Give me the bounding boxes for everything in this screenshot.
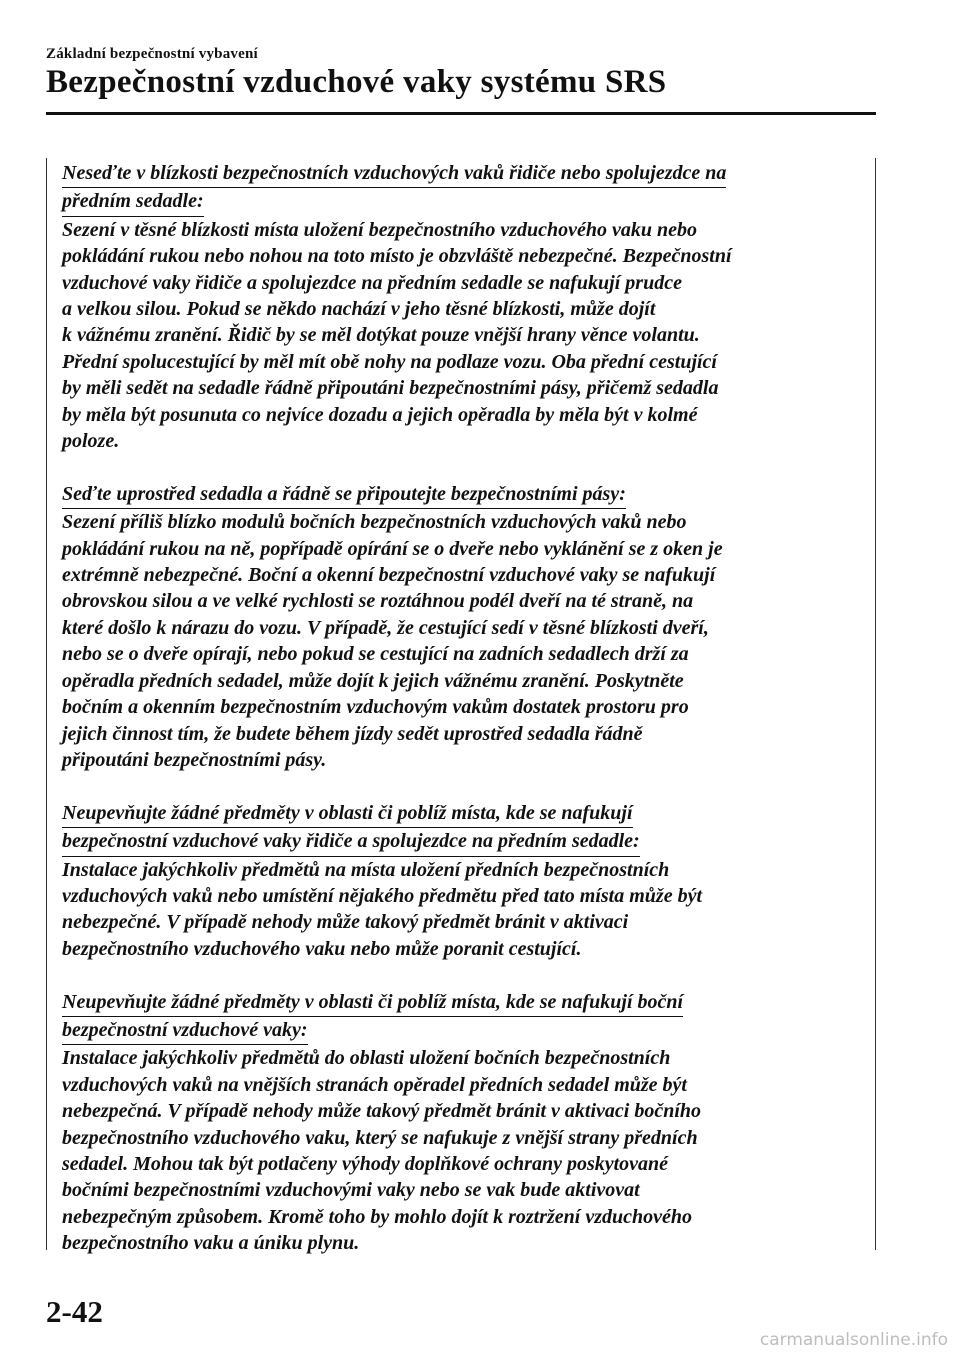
heading-line: Neupevňujte žádné předměty v oblasti či poblíž místa, kde se nafukují boční <box>62 989 683 1017</box>
heading-line: bezpečnostní vzduchové vaky: <box>62 1017 308 1045</box>
body-line: extrémně nebezpečné. Boční a okenní bezpečnostní vzduchové vaky se nafukují <box>62 564 716 587</box>
body-line: pokládání rukou nebo nohou na toto místo je obzvláště nebezpečné. Bezpečnostní <box>62 245 732 268</box>
body-line: sedadel. Mohou tak být potlačeny výhody doplňkové ochrany poskytované <box>62 1152 669 1175</box>
watermark-text: carmanualsonline.info <box>759 1330 948 1350</box>
body-line: k vážnému zranění. Řidič by se měl dotýkat pouze vnější hrany věnce volantu. <box>62 324 700 347</box>
warning-body <box>62 1045 862 1256</box>
body-line: pokládání rukou na ně, popřípadě opírání se o dveře nebo vyklánění se z oken je <box>62 537 723 560</box>
warning-body <box>62 217 862 455</box>
body-line: nebo se o dveře opírají, nebo pokud se cestující na zadních sedadlech drží za <box>62 643 689 666</box>
warning-body <box>62 509 862 773</box>
warning-heading <box>62 800 862 857</box>
body-line: nebezpečným způsobem. Kromě toho by mohlo dojít k roztržení vzduchového <box>62 1205 693 1228</box>
page-number: 2-42 <box>46 1294 103 1329</box>
warning-block <box>62 800 862 962</box>
body-line: Sezení příliš blízko modulů bočních bezpečnostních vzduchových vaků nebo <box>62 511 687 534</box>
heading-line: Seďte uprostřed sedadla a řádně se připoutejte bezpečnostními pásy: <box>62 481 626 509</box>
warning-content <box>62 160 862 1257</box>
warning-left-rule <box>46 158 47 1250</box>
warning-block <box>62 481 862 773</box>
body-line: by měli sedět na sedadle řádně připoutáni bezpečnostními pásy, přičemž sedadla <box>62 377 719 400</box>
heading-line: bezpečnostní vzduchové vaky řidiče a spolujezdce na předním sedadle: <box>62 828 640 856</box>
section-label: Základní bezpečnostní vybavení <box>46 46 258 62</box>
body-line: bezpečnostního vaku a úniku plynu. <box>62 1232 360 1255</box>
body-line: by měla být posunuta co nejvíce dozadu a jejich opěradla by měla být v kolmé <box>62 403 698 426</box>
warning-body <box>62 857 862 963</box>
warning-heading <box>62 481 862 509</box>
heading-line: předním sedadle: <box>62 188 204 216</box>
body-line: Přední spolucestující by měl mít obě nohy na podlaze vozu. Oba přední cestující <box>62 350 717 373</box>
body-line: Instalace jakýchkoliv předmětů do oblasti uložení bočních bezpečnostních <box>62 1047 671 1070</box>
body-line: poloze. <box>62 430 120 453</box>
body-line: Instalace jakýchkoliv předmětů na místa uložení předních bezpečnostních <box>62 858 670 881</box>
warning-heading <box>62 989 862 1046</box>
warning-block <box>62 160 862 454</box>
body-line: nebezpečná. V případě nehody může takový předmět bránit v aktivaci bočního <box>62 1100 702 1123</box>
warning-block <box>62 989 862 1257</box>
warning-heading <box>62 160 862 217</box>
title-rule <box>46 112 876 115</box>
heading-line: Neupevňujte žádné předměty v oblasti či poblíž místa, kde se nafukují <box>62 800 633 828</box>
page-title: Bezpečnostní vzduchové vaky systému SRS <box>46 64 667 100</box>
body-line: které došlo k nárazu do vozu. V případě, že cestující sedí v těsné blízkosti dveří, <box>62 616 709 639</box>
body-line: vzduchových vaků nebo umístění nějakého předmětu před tato místa může být <box>62 884 702 907</box>
body-line: bočními bezpečnostními vzduchovými vaky nebo se vak bude aktivovat <box>62 1179 640 1202</box>
heading-line: Neseďte v blízkosti bezpečnostních vzduchových vaků řidiče nebo spolujezdce na <box>62 160 726 188</box>
body-line: vzduchové vaky řidiče a spolujezdce na předním sedadle se nafukují prudce <box>62 271 682 294</box>
body-line: a velkou silou. Pokud se někdo nachází v jeho těsné blízkosti, může dojít <box>62 298 656 321</box>
body-line: nebezpečné. V případě nehody může takový předmět bránit v aktivaci <box>62 911 629 934</box>
warning-right-rule <box>875 158 876 1250</box>
body-line: obrovskou silou a ve velké rychlosti se roztáhnou podél dveří na té straně, na <box>62 590 694 613</box>
body-line: jejich činnost tím, že budete během jízdy sedět uprostřed sedadla řádně <box>62 722 643 745</box>
body-line: opěradla předních sedadel, může dojít k jejich vážnému zranění. Poskytněte <box>62 669 684 692</box>
body-line: bočním a okenním bezpečnostním vzduchovým vakům dostatek prostoru pro <box>62 696 689 719</box>
body-line: vzduchových vaků na vnějších stranách opěradel předních sedadel může být <box>62 1073 687 1096</box>
body-line: bezpečnostního vzduchového vaku, který se nafukuje z vnější strany předních <box>62 1126 698 1149</box>
body-line: bezpečnostního vzduchového vaku nebo může poranit cestující. <box>62 937 582 960</box>
body-line: Sezení v těsné blízkosti místa uložení bezpečnostního vzduchového vaku nebo <box>62 218 698 241</box>
body-line: připoutáni bezpečnostními pásy. <box>62 748 327 771</box>
